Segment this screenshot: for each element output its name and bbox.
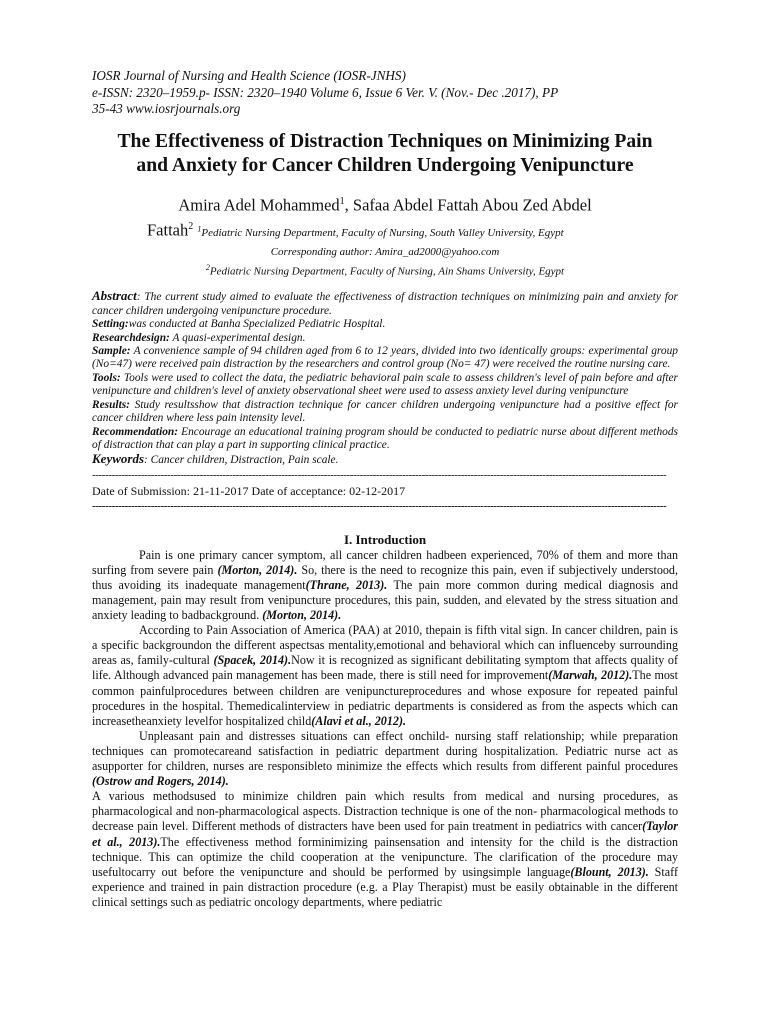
design-label: Researchdesign: xyxy=(92,331,170,344)
text-run: Staff experience and trained in pain distraction procedure (e.g. a Play Therapist) must be easily obtainable in the different clinical settings such as pediatric oncology departments, where pediatric xyxy=(92,864,678,909)
recommendation-label: Recommendation: xyxy=(92,425,179,438)
text-run: Now it is recognized as significant debilitating symptom that affects quality of life. Although advanced pain management has been made, there is still need for improvement xyxy=(92,653,678,683)
results-text: Study resultsshow that distraction technique for cancer children undergoing venipuncture had a positive effect for cancer children where less pain intensity level. xyxy=(92,398,678,425)
affiliation-1-sup: 1 xyxy=(197,224,202,234)
text-run: According to Pain Association of America (PAA) at 2010, thepain is fifth vital sign. In cancer children, pain is a specific backgroundon the different aspectsas mentality,emotional and behavioral which can influenceby surrounding areas as, family-cultural xyxy=(92,623,678,668)
tools-text: Tools were used to collect the data, the pediatric behavioral pain scale to assess children's level of pain before and after venipuncture and children's level of anxiety observational sheet were used to assess anxiety level during venipuncture xyxy=(92,371,678,398)
affiliation-1: Pediatric Nursing Department, Faculty of Nursing, South Valley University, Egypt xyxy=(201,226,564,239)
abstract-recommendation xyxy=(92,426,678,453)
text-run: Pain is one primary cancer symptom, all cancer children hadbeen experienced, 70% of them and more than surfing from severe pain xyxy=(92,547,678,577)
paragraph-2 xyxy=(92,623,678,729)
keywords-text: : Cancer children, Distraction, Pain scale. xyxy=(144,454,339,467)
author-list xyxy=(92,191,678,244)
affiliation-2: Pediatric Nursing Department, Faculty of Nursing, Ain Shams University, Egypt xyxy=(209,265,565,278)
citation: (Ostrow and Rogers, 2014). xyxy=(92,774,229,789)
sample-text: A convenience sample of 94 children aged from 6 to 12 years, divided into two identically groups: experimental group (No=47) were received pain distraction by the researchers and control group (No= 47) were received the routine nursing care. xyxy=(92,345,678,371)
corresponding-author: Corresponding author: Amira_ad2000@yahoo.com xyxy=(270,245,500,258)
setting-label: Setting: xyxy=(92,318,129,331)
introduction-body xyxy=(92,548,678,910)
journal-issn: e-ISSN: 2320–1959.p- ISSN: 2320–1940 Volume 6, Issue 6 Ver. V. (Nov.- Dec .2017), PP xyxy=(92,84,559,100)
submission-dates: Date of Submission: 21-11-2017 Date of acceptance: 02-12-2017 xyxy=(92,483,406,498)
affiliation-2-sup: 2 xyxy=(205,262,210,272)
paragraph-3 xyxy=(92,729,678,789)
section-title: Introduction xyxy=(352,531,427,547)
journal-pages: 35-43 www.iosrjournals.org xyxy=(92,101,241,117)
citation: (Alavi et al., 2012). xyxy=(311,713,406,728)
tools-label: Tools: xyxy=(92,371,121,384)
affiliation-2-line xyxy=(92,260,678,280)
paragraph-4 xyxy=(92,789,678,910)
paper-title xyxy=(92,130,678,178)
citation: (Spacek, 2014). xyxy=(213,653,292,668)
paper-page xyxy=(92,68,678,910)
abstract-sample xyxy=(92,345,678,372)
title-line-1: The Effectiveness of Distraction Techniques on Minimizing Pain xyxy=(117,130,653,152)
abstract-text: : The current study aimed to evaluate the effectiveness of distraction techniques on minimizing pain and anxiety for cancer children undergoing venipuncture procedure. xyxy=(92,291,678,317)
paragraph-1 xyxy=(92,548,678,623)
journal-header xyxy=(92,68,678,118)
citation: (Morton, 2014). xyxy=(217,562,298,577)
section-number: I. xyxy=(343,531,353,547)
text-run: The most common painfulprocedures between children are venipunctureprocedures and whose exposure for repeated painful procedures in the hospital. Themedicalinterview in pediatric departments is considered as from the aspects which can increasetheanxiety levelfor hospitalized child xyxy=(92,668,678,728)
author-2-sup: 2 xyxy=(188,221,194,233)
abstract-summary xyxy=(92,289,678,318)
citation: (Morton, 2014). xyxy=(262,608,342,623)
journal-name: IOSR Journal of Nursing and Health Science (IOSR-JNHS) xyxy=(92,68,406,83)
citation: (Taylor et al., 2013). xyxy=(92,819,678,849)
citation: (Marwah, 2012). xyxy=(548,668,633,683)
keywords-label: Keywords xyxy=(92,451,144,467)
author-2-part-1: Safaa Abdel Fattah Abou Zed Abdel xyxy=(352,195,592,215)
author-separator: , xyxy=(344,195,353,215)
text-run: The effectiveness method forminimizing painsensation and intensity for the child is the distraction technique. This can optimize the child cooperation at the venipuncture. The clarification of the procedure may usefultocarry out before the venipuncture and should be performed by usingsimple language xyxy=(92,834,678,879)
text-run: A various methodsused to minimize children pain which results from medical and nursing procedures, as pharmacological and non-pharmacological aspects. Distraction technique is one of the non- pharmacological methods to decrease pain level. Different methods of distracters have been used for pain treatment in pediatrics with cancer xyxy=(92,789,678,834)
title-line-2: and Anxiety for Cancer Children Undergoing Venipuncture xyxy=(136,154,634,176)
abstract xyxy=(92,289,678,467)
setting-text: was conducted at Banha Specialized Pediatric Hospital. xyxy=(128,318,386,331)
design-text: A quasi-experimental design. xyxy=(169,331,306,344)
separator-line: -------------------------------------------------------------------------------------------------------------------------------------------------------------------------------- xyxy=(92,468,667,481)
abstract-label: Abstract xyxy=(92,288,137,304)
author-1-sup: 1 xyxy=(339,195,345,207)
sample-label: Sample: xyxy=(92,345,131,358)
results-label: Results: xyxy=(92,398,130,411)
section-heading xyxy=(92,532,678,548)
recommendation-text: Encourage an educational training program should be conducted to pediatric nurse about different methods of distraction that can play a part in supporting clinical practice. xyxy=(92,425,678,451)
abstract-keywords xyxy=(92,452,678,467)
author-2-part-2: Fattah xyxy=(147,220,189,240)
text-run: Unpleasant pain and distresses situations can effect onchild- nursing staff relationship; while preparation techniques can promotecareand satisfaction in pediatric department during hospitalization. Pediatric nurse act as asupporter for children, nurses are responsibleto minimize the effects which results from different painful procedures xyxy=(92,728,678,774)
citation: (Blount, 2013). xyxy=(570,864,649,879)
author-1: Amira Adel Mohammed xyxy=(178,195,340,215)
abstract-results xyxy=(92,399,678,426)
text-run: So, there is the need to recognize this pain, even if subjectively understood, thus avoiding its inadequate management xyxy=(92,562,678,592)
abstract-tools xyxy=(92,372,678,399)
text-run: The pain more common during medical diagnosis and management, pain may result from venipuncture procedures, this pain, sudden, and elevated by the stress situation and anxiety leading to badbackground. xyxy=(92,577,678,623)
citation: (Thrane, 2013). xyxy=(305,577,388,592)
separator-line-bold: -------------------------------------------------------------------------------------------------------------------------------------------------------------------------------- xyxy=(92,499,667,512)
abstract-design xyxy=(92,332,678,345)
abstract-setting xyxy=(92,318,678,331)
